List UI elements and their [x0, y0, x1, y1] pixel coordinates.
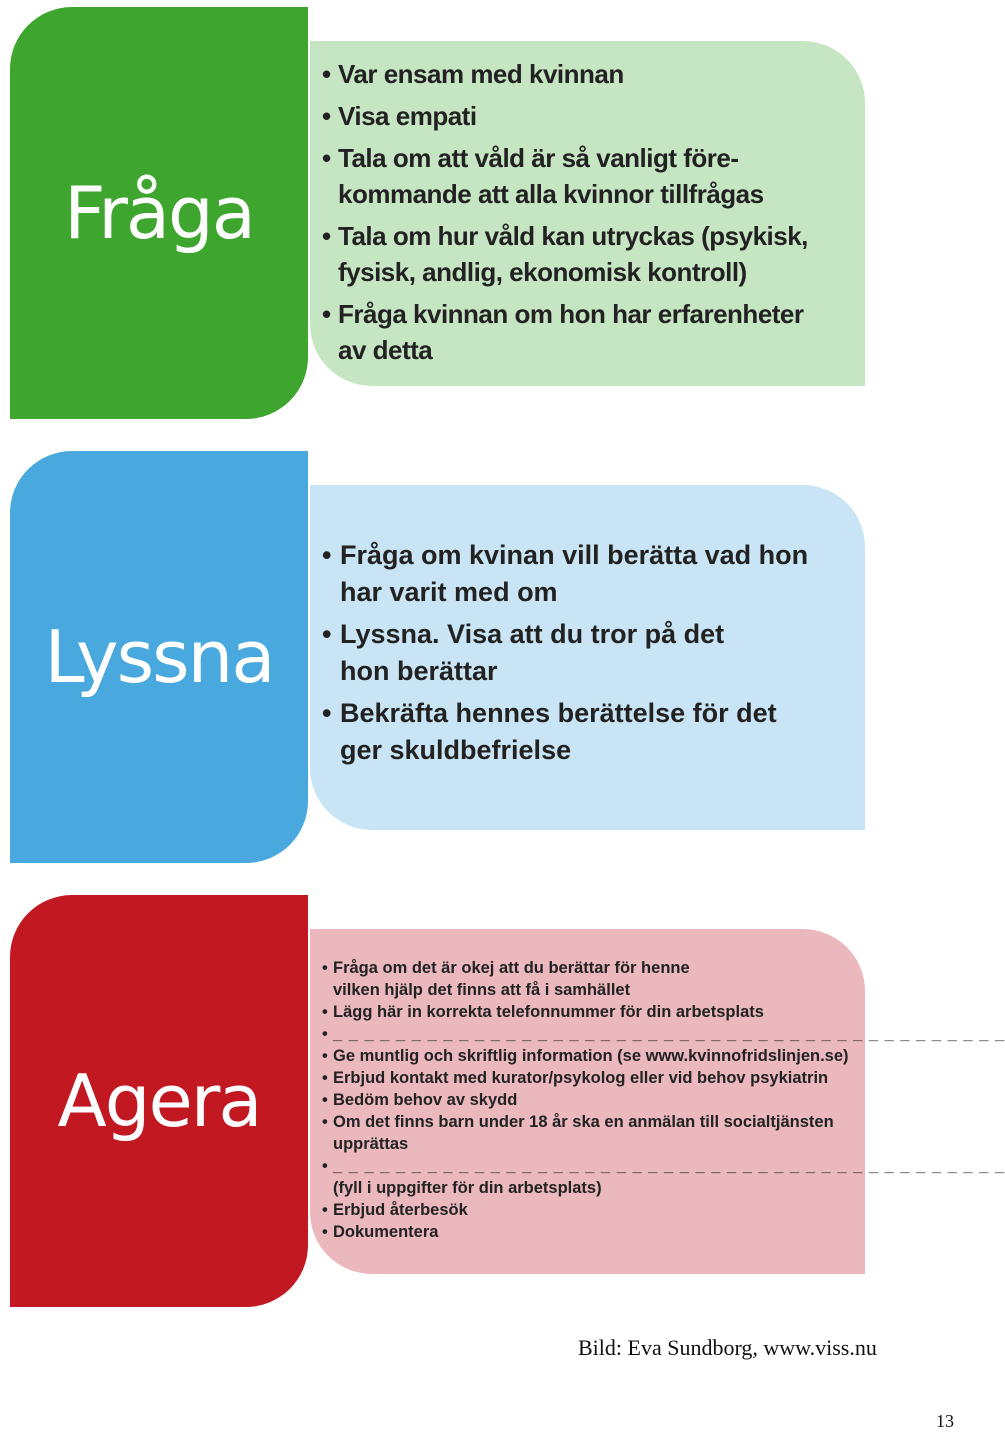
bullet: • [322, 101, 331, 131]
tile-fraga [10, 7, 308, 419]
bullet: • [322, 1003, 328, 1021]
list-item: • Fråga kvinnan om hon har erfarenheter av detta [322, 293, 849, 371]
bullet: • [322, 1091, 328, 1109]
list-item: • Lyssna. Visa att du tror på det hon berättar [322, 616, 849, 690]
list-item: • Tala om hur våld kan utryckas (psykisk, fysisk, andlig, ekonomisk kontroll) [322, 215, 849, 293]
list-item: • Bedöm behov av skydd [322, 1091, 518, 1109]
panel-fraga [310, 41, 865, 386]
fill-in-line[interactable]: • _ _ _ _ _ _ _ _ _ _ _ _ _ _ _ _ _ _ _ _ _ _ _ _ _ _ _ _ _ _ _ _ _ _ _ _ _ _ _ _ _ _ _ (fyll i uppgifter för din arbetsplats) [322, 1157, 1005, 1197]
list-item: • Fråga om det är okej att du berättar för henne vilken hjälp det finns att få i samhället [322, 959, 690, 999]
list-item: • Ge muntlig och skriftlig information (se www.kvinnofridslinjen.se) [322, 1047, 849, 1065]
bullet: • [322, 959, 328, 977]
bullet: • [322, 540, 332, 570]
bullet: • [322, 299, 331, 329]
bullet: • [322, 1201, 328, 1219]
fill-in-line[interactable]: • _ _ _ _ _ _ _ _ _ _ _ _ _ _ _ _ _ _ _ _ _ _ _ _ _ _ _ _ _ _ _ _ _ _ _ _ _ _ _ _ _ _ _ [322, 1025, 1005, 1043]
bullet: • [322, 1069, 328, 1087]
panel-agera [310, 929, 1005, 1274]
tile-heading-fraga: Fråga [64, 171, 254, 255]
bullet: • [322, 619, 332, 649]
list-lyssna [322, 537, 849, 769]
bullet: • [322, 1113, 328, 1131]
bullet: • [322, 1223, 328, 1241]
list-item: • Erbjud kontakt med kurator/psykolog eller vid behov psykiatrin [322, 1069, 829, 1087]
list-item: • Visa empati [322, 95, 849, 137]
bullet: • [322, 1157, 328, 1175]
tile-heading-agera: Agera [57, 1059, 261, 1143]
bullet: • [322, 143, 331, 173]
tile-agera [10, 895, 308, 1307]
list-fraga [322, 53, 849, 371]
page-number: 13 [936, 1411, 954, 1431]
list-item: • Erbjud återbesök [322, 1201, 468, 1219]
tile-heading-lyssna: Lyssna [44, 615, 274, 699]
list-item: • Om det finns barn under 18 år ska en anmälan till socialtjänsten upprättas [322, 1113, 834, 1153]
list-item: • Bekräfta hennes berättelse för det ger skuldbefrielse [322, 695, 849, 769]
bullet: • [322, 59, 331, 89]
bullet: • [322, 698, 332, 728]
panel-lyssna [310, 485, 865, 830]
bullet: • [322, 1047, 328, 1065]
list-agera [322, 957, 1005, 1243]
list-item: • Var ensam med kvinnan [322, 53, 849, 95]
tile-lyssna [10, 451, 308, 863]
bullet: • [322, 1025, 328, 1043]
list-item: • Fråga om kvinan vill berätta vad hon har varit med om [322, 537, 849, 611]
list-item: • Lägg här in korrekta telefonnummer för din arbetsplats [322, 1003, 764, 1021]
list-item: • Dokumentera [322, 1223, 439, 1241]
bullet: • [322, 221, 331, 251]
image-credit: Bild: Eva Sundborg, www.viss.nu [578, 1335, 877, 1360]
list-item: • Tala om att våld är så vanligt före- kommande att alla kvinnor tillfrågas [322, 137, 849, 215]
